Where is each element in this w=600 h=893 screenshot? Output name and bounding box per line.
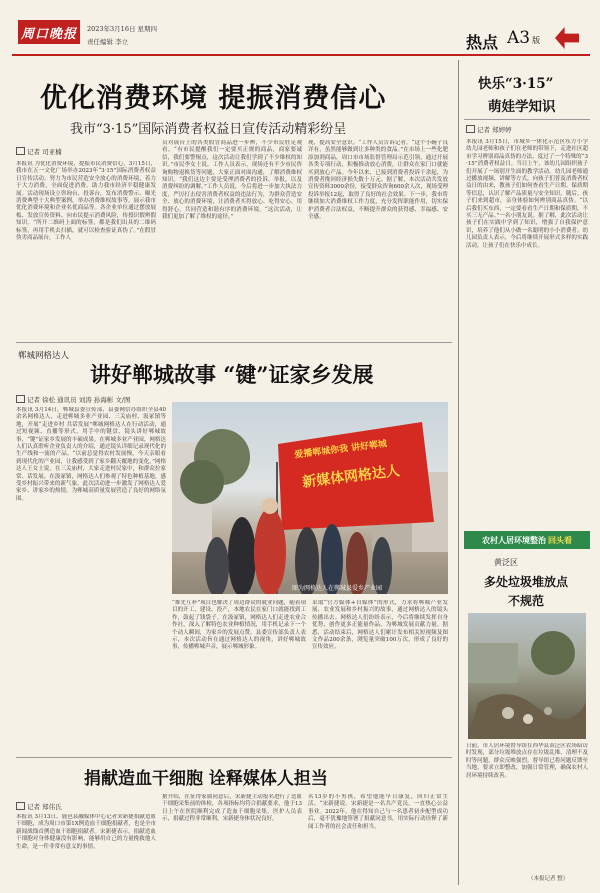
newspaper-logo [18,20,80,44]
divider-article2 [16,757,452,758]
reporter-icon [16,147,25,155]
article2-photo [172,402,448,594]
sidebar2-banner-suffix: 回头看 [548,534,572,545]
sidebar2-photo-scene [468,613,586,739]
sidebar1-byline-text: 记者 郑婷婷 [477,126,512,134]
article3-byline [16,802,62,811]
page-suffix: 版 [532,36,541,45]
article1-headline: 优化消费环境 提振消费信心 [40,83,387,114]
sidebar2-headline-1: 多处垃圾堆放点 [484,575,569,589]
divider-article1 [16,342,452,343]
page-number-value: A3 [507,28,531,48]
sidebar2-location: 黄泛区 [494,558,518,567]
sidebar2-body: 日前，市人居环境督导组在西华县黄泛区农场暗访时发现，部分垃圾堆放点存在垃圾乱堆、清理不及时等问题，群众反映强烈。督导组已将问题反馈至当地，要求立即整改，加强日常管理，确保农村人居环境持续改善。 [466,743,588,779]
sidebar2-banner [464,531,590,549]
photo-caption: 图为网格达人在郸城县爱乡产业园 [292,585,383,592]
issue-date: 2023年3月16日 星期四 [87,25,158,33]
article2-byline-text: 记者 徐松 通讯员 刘涛 孙海彬 文/图 [27,396,131,404]
sidebar-rule [458,60,459,885]
page-number [507,28,540,48]
newspaper-logo-text: 周口晚报 [20,26,77,42]
article2-kicker: 郸城网格达人 [18,351,70,361]
article1-byline [16,147,62,156]
article2-column-1: 本报讯 3月14日，郸城县委宣传部、县委网信办组织全县40余名网格达人，走进郸城多业产业园、三关庙村、汲冢镇等地，开展“走进乡村 共话发展”郸城网格达人在行动活动，通过短视频、直播等形式，用手中的键盘、镜头讲好郸城故事，“键”证家乡发展的丰硕成果。在郸城多业产业园，网格达人们认真聆听企业负责人的介绍，通过镜头详细记录现代化的生产线和一流的产品。“以前总觉得农村发展慢，今天亲眼看到现代化的产业园，让我感受到了家乡翻天覆地的变化。”网格达人王女士说。在三关庙村，大家走进村民家中，和群众拉家常、话发展。在汲冢镇，网格达人们参观了特色种植基地，感受乡村振兴带来的新气象。此次活动进一步激发了网格达人爱家乡、讲家乡的热情，为郸城高质量发展营造了良好的网络氛围。 [16,407,166,502]
article2-byline [16,395,131,404]
article-dancheng [12,345,452,745]
photo-banner-text-1: 爱播郸城你我 讲好郸城 [293,439,388,461]
article1-column-3: 现，提高安全意识。“工作人员告诉记者，“这个小碗子良详有，虽然能够做到让多种类的食品。”在市场上一些化肥添加剂商品，周口市市场监督管理局示范引领，通过开展各类专项行动，积极推动放心消费，让群众在家门口就能买到放心产品。今年以来，已接到消费者投诉千余起，为消费者挽回经济损失数十万元。据了解，本次活动共发放宣传资料3000余份，接受群众咨询600余人次，现场受理投诉举报12起，取得了良好的社会效果。下一步，我市将继续加大消费维权工作力度，充分发挥职能作用，切实保护消费者合法权益，不断提升群众的获得感、幸福感、安全感。 [308,140,448,221]
article3-column-3: 名13岁的小男孩，希望他能早日康复，回归正常生活。“宋新捷说。宋新捷是一名共产党员，一直热心公益事业。2022年，他在得知自己与一名患者初步配型成功后，毫不犹豫地签署了捐献同意书，用实际行动诠释了新闻工作者的社会责任和担当。 [308,794,448,830]
article-stem-cell-donation [12,760,452,888]
article2-column-3: 采取“官方媒体+自媒体”的形式，力求将郸城产业发展、农业发展和乡村振兴的故事，通过网格达人的镜头传播出去。网格达人们纷纷表示，今后将继续发挥自身优势，创作更多正能量作品，为郸城发展贡献力量。据悉，活动结束后，网格达人们累计发布相关短视频及图文作品200余条，浏览量突破100万次，形成了良好的宣传效应。 [312,600,448,651]
reporter-icon [466,125,475,133]
sidebar2-source: （本报记者 整） [528,876,569,882]
sidebar1-byline [466,125,512,134]
article3-column-1: 本报讯 3月13日，鹿邑县融媒体中心记者宋新捷捐献造血干细胞，成为周口市第1X例造血干细胞捐献者，也是全市新闻战线首例造血干细胞捐献者。宋新捷表示，捐献造血干细胞对身体健康没有影响，能够用自己的力量挽救他人生命，是一件非常有意义的事情。 [16,814,156,850]
article2-headline: 讲好郸城故事 “键”证家乡发展 [90,362,374,387]
article1-column-2: 员对展台上的各类假冒商品进一步辨，不少市民驻足观看。“有市民提醒我们一定要买正规的商品，商家要诚信，我们要警惕点，这次活动让我们学到了不少维权的知识。”市民李女士说。工作人员表示，现场还有不少市民咨询购物退换货等问题，大家正面对面沟通，了解消费维权知识。“我们这边主要是受理消费者的投诉、举报，以及消费纠纷的调解。”工作人员说，今后将进一步加大执法力度，严厉打击侵害消费者权益的违法行为，为群众营造安全、放心的消费环境，让消费者买得放心、吃得安心、用得舒心，共同营造和谐有序的消费环境。“这次活动，让我们更加了解了维权的途径。” [162,140,302,221]
article1-byline-text: 记者 司亚楠 [27,148,62,156]
sidebar-kids-consumer-day [464,62,590,517]
section-label: 热点 [466,33,499,52]
sidebar1-body: 本报讯 3月15日，市城乡一体化示范区东方小学幼儿园老师和孩子们在老师的带领下，走进社区超市学习辨别商品真伪的方法，度过了一个特殊的“3·15”消费者权益日。当日上午，该幼儿园组织孩子们开展了一场别开生面的教学活动。幼儿园老师通过播放视频、讲解等方式，向孩子们普及消费者权益日的由来，教孩子们如何查看生产日期、保质期等信息，认识了解产品质量与安全知识。随后，孩子们来到超市，亲身体验如何辨别商品真伪。“以后我们买东西，一定要看看生产日期和保质期，不买三无产品。”一名小朋友说。据了解，此次活动让孩子们在实践中学到了知识，增强了自我保护意识，培养了他们从小做一名聪明的小小消费者。幼儿园负责人表示，今后将继续开展形式多样的实践活动，让孩子们在快乐中成长。 [466,139,588,249]
responsible-editor: 责任编辑 李立 [87,38,129,46]
sidebar2-photo [468,613,586,739]
photo-banner-text-2: 新媒体网格达人 [301,463,401,491]
article3-column-2: 据介绍，在征得家属同意后，宋新捷主动报名进行了造血干细胞采集前的体检，各项指标均符合捐献要求，他于13日上午在医院顺利完成了造血干细胞采集。医护人员表示，捐献过程非常顺利，宋新捷身体状况良好。 [162,794,302,823]
sidebar2-headline-2: 不规范 [508,594,545,608]
sidebar1-rule [464,119,590,120]
article-consumer-rights [12,68,452,340]
article3-byline-text: 记者 郑伟氏 [27,803,62,811]
sidebar1-headline-2: 萌娃学知识 [488,99,556,115]
article3-headline: 捐献造血干细胞 诠释媒体人担当 [84,769,328,789]
reporter-icon [16,395,25,403]
masthead-rule [12,54,590,56]
masthead-ornament [555,27,579,49]
reporter-icon [16,802,25,810]
article1-subheadline: 我市“3·15”国际消费者权益日宣传活动精彩纷呈 [70,122,347,137]
sidebar1-headline-1: 快乐“3·15” [478,76,554,92]
photo-scene [172,402,448,594]
sidebar2-banner-prefix: 农村人居环境整治 [482,534,546,545]
masthead [0,0,600,68]
article2-column-2: “推先互补”项目也解决了周边群众的就业问题，随着项目的开工，建设、投产，本地农民在家门口就能找到工作，鼓起了钱袋子。在汲冢镇，网格达人们走进农业合作社，深入了解特色农业种植情况，用手机记录下一个个动人瞬间，为家乡的发展点赞。县委宣传部负责人表示，本次活动旨在通过网格达人的视角，讲好郸城故事，传播郸城声音，展示郸城形象。 [172,600,306,651]
article1-column-1: 本报讯 为优化消费环境，提振市民消费信心，3月15日，我市在五一文化广场举办2023年“3·15”国际消费者权益日宣传活动。努力为市民营造安全放心的消费环境，着力于大力消费，全面促进消费，助力我市经济平稳健康发展。活动现场设立咨询台、投诉台，发布消费警示、曝光消费典型十大典型案例，举办消费维权故事等，展示我市优化消费环境和企业名优商品等。各企业单位通过摆放展板、发放宣传资料、向市民提示消费风险，传授识假辨假知识。“所开二维码上面的标签，都是我们出具的二维码标签，再用手机去扫描，就可以检查验证真伪了。”在假冒伪劣商品展台，工作人 [16,161,156,242]
sidebar-rural-environment [464,525,590,887]
